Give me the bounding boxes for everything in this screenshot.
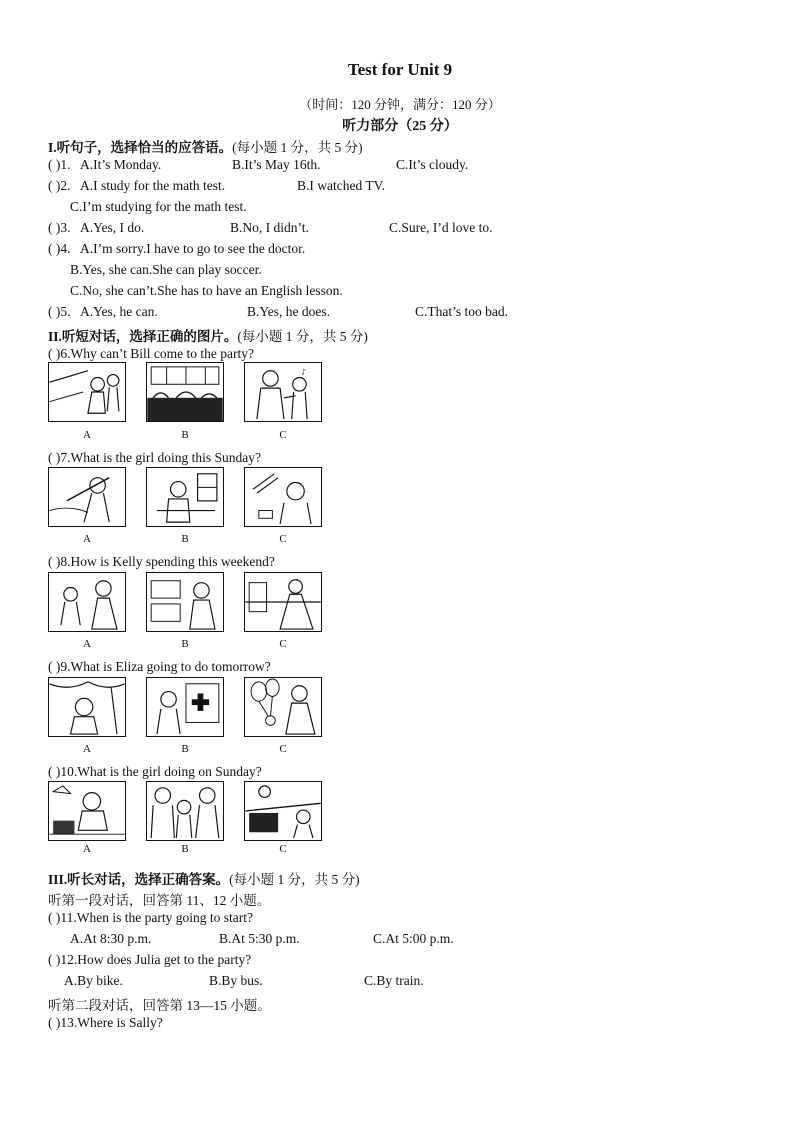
caption-b: B bbox=[181, 638, 189, 650]
test-info: （时间：120 分钟，满分：120 分） bbox=[299, 97, 501, 112]
caption-c: C bbox=[279, 533, 287, 545]
caption-c: C bbox=[279, 843, 287, 855]
picture-7c bbox=[244, 467, 322, 527]
picture-6b bbox=[146, 362, 224, 422]
option-a: A.Yes, he can. bbox=[80, 304, 158, 319]
option-c: C.That’s too bad. bbox=[415, 304, 508, 319]
caption-a: A bbox=[83, 429, 91, 441]
section-title: 听力部分（25 分） bbox=[342, 119, 458, 134]
question-number: ( )1. bbox=[48, 157, 71, 172]
caption-a: A bbox=[83, 533, 91, 545]
question-6-text: ( )6.Why can’t Bill come to the party? bbox=[48, 346, 254, 361]
picture-8b bbox=[146, 572, 224, 632]
option-c: C.At 5:00 p.m. bbox=[373, 931, 454, 946]
option-b: B.It’s May 16th. bbox=[232, 157, 321, 172]
question-7-text: ( )7.What is the girl doing this Sunday? bbox=[48, 450, 261, 465]
part1-heading-text: I.听句子，选择恰当的应答语。 bbox=[48, 140, 233, 155]
picture-6a bbox=[48, 362, 126, 422]
svg-text:♪: ♪ bbox=[301, 367, 307, 377]
option-c: C.By train. bbox=[364, 973, 424, 988]
caption-b: B bbox=[181, 533, 189, 545]
question-number: ( )4. bbox=[48, 241, 71, 256]
picture-7a bbox=[48, 467, 126, 527]
option-a: A.Yes, I do. bbox=[80, 220, 145, 235]
page-title: Test for Unit 9 bbox=[347, 60, 453, 79]
dialogue-1-intro: 听第一段对话，回答第 11、12 小题。 bbox=[48, 893, 271, 908]
option-a: A.It’s Monday. bbox=[80, 157, 162, 172]
dialogue-2-intro: 听第二段对话，回答第 13—15 小题。 bbox=[48, 998, 271, 1013]
picture-10a bbox=[48, 781, 126, 841]
picture-9c bbox=[244, 677, 322, 737]
caption-a: A bbox=[83, 743, 91, 755]
option-b: B.Yes, she can.She can play soccer. bbox=[70, 262, 262, 277]
question-8-text: ( )8.How is Kelly spending this weekend? bbox=[48, 554, 275, 569]
part3-heading-text: III.听长对话，选择正确答案。 bbox=[48, 872, 230, 887]
option-c: C.No, she can’t.She has to have an English lesson. bbox=[70, 283, 343, 298]
question-13-text: ( )13.Where is Sally? bbox=[48, 1015, 163, 1030]
part2-heading-note: (每小题 1 分，共 5 分) bbox=[237, 329, 368, 344]
option-a: A.I study for the math test. bbox=[80, 178, 226, 193]
caption-b: B bbox=[181, 743, 189, 755]
part2-heading-text: II.听短对话，选择正确的图片。 bbox=[48, 329, 238, 344]
option-a: A.At 8:30 p.m. bbox=[70, 931, 152, 946]
question-11-text: ( )11.When is the party going to start? bbox=[48, 910, 253, 925]
question-12-text: ( )12.How does Julia get to the party? bbox=[48, 952, 252, 967]
picture-10c bbox=[244, 781, 322, 841]
caption-b: B bbox=[181, 843, 189, 855]
part1-heading-note: (每小题 1 分，共 5 分) bbox=[232, 140, 363, 155]
picture-8c bbox=[244, 572, 322, 632]
picture-9a bbox=[48, 677, 126, 737]
option-b: B.No, I didn’t. bbox=[230, 220, 309, 235]
option-b: B.By bus. bbox=[209, 973, 263, 988]
picture-9b bbox=[146, 677, 224, 737]
caption-c: C bbox=[279, 743, 287, 755]
part3-heading-note: (每小题 1 分，共 5 分) bbox=[229, 872, 360, 887]
option-c: C.It’s cloudy. bbox=[396, 157, 469, 172]
option-a: A.By bike. bbox=[64, 973, 123, 988]
option-b: B.I watched TV. bbox=[297, 178, 385, 193]
question-number: ( )5. bbox=[48, 304, 71, 319]
option-b: B.At 5:30 p.m. bbox=[219, 931, 300, 946]
option-a: A.I’m sorry.I have to go to see the doctor. bbox=[80, 241, 306, 256]
picture-7b bbox=[146, 467, 224, 527]
caption-a: A bbox=[83, 843, 91, 855]
question-number: ( )2. bbox=[48, 178, 71, 193]
picture-10b bbox=[146, 781, 224, 841]
question-10-text: ( )10.What is the girl doing on Sunday? bbox=[48, 764, 262, 779]
caption-a: A bbox=[83, 638, 91, 650]
question-number: ( )3. bbox=[48, 220, 71, 235]
part2-heading bbox=[48, 325, 368, 345]
picture-6c bbox=[244, 362, 322, 422]
part3-heading bbox=[48, 868, 360, 888]
option-c: C.I’m studying for the math test. bbox=[70, 199, 247, 214]
picture-8a bbox=[48, 572, 126, 632]
option-b: B.Yes, he does. bbox=[247, 304, 331, 319]
caption-b: B bbox=[181, 429, 189, 441]
caption-c: C bbox=[279, 429, 287, 441]
caption-c: C bbox=[279, 638, 287, 650]
question-9-text: ( )9.What is Eliza going to do tomorrow? bbox=[48, 659, 271, 674]
part1-heading bbox=[48, 136, 363, 156]
option-c: C.Sure, I’d love to. bbox=[389, 220, 493, 235]
